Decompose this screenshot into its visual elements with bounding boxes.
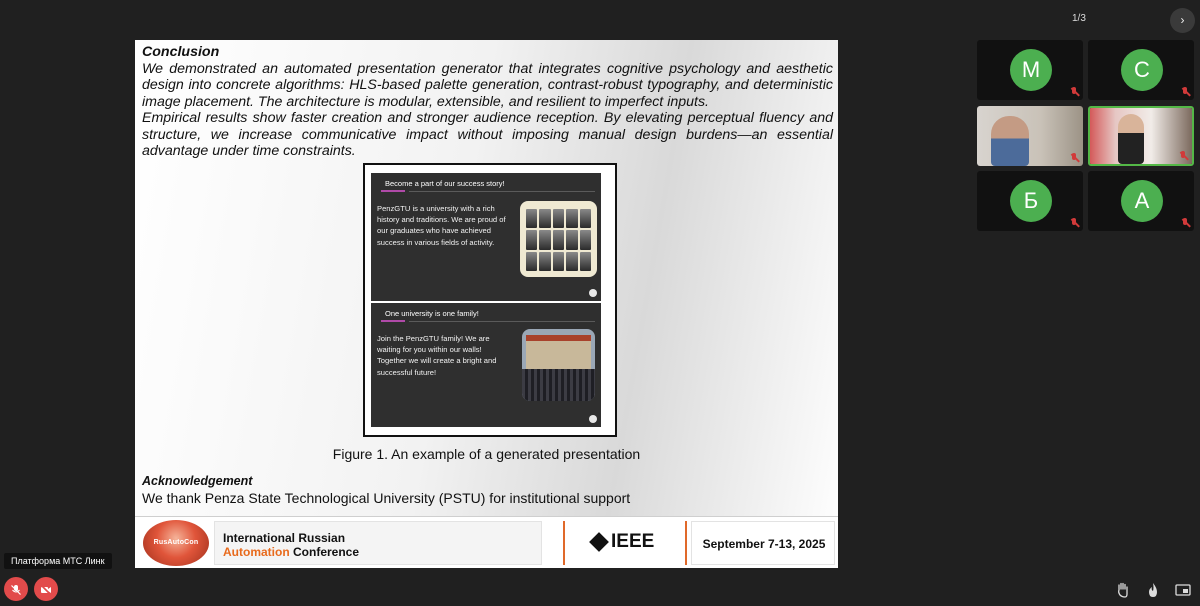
figure-slide-1-title: Become a part of our success story! <box>385 179 505 188</box>
mic-muted-icon <box>1181 87 1190 96</box>
rusautocon-logo <box>143 520 209 566</box>
participant-tile-1[interactable] <box>977 40 1083 100</box>
conference-dates: September 7-13, 2025 <box>702 537 826 551</box>
figure-slide-1 <box>371 173 601 301</box>
chevron-right-icon: › <box>1180 13 1185 27</box>
raise-hand-button[interactable] <box>1112 578 1134 600</box>
figure-logo-icon <box>589 415 597 423</box>
conclusion-paragraph-1: We demonstrated an automated presentation generator that integrates cognitive psychology and aesthetic design into concrete algorithms: HLS-based palette generation, contrast-robust typography, and deterministic image placement. The architecture is modular, extensible, and resilient to imperfect inputs. <box>142 60 833 110</box>
conclusion-heading: Conclusion <box>142 44 220 60</box>
figure-example <box>363 163 617 437</box>
figure-logo-icon <box>589 289 597 297</box>
participant-video <box>1090 108 1192 164</box>
mic-off-icon <box>10 584 22 596</box>
participant-video-tile-1[interactable] <box>977 106 1083 166</box>
participant-person <box>991 116 1029 166</box>
picture-in-picture-button[interactable] <box>1172 578 1194 600</box>
conference-name-rest: Conference <box>289 545 360 559</box>
crowd-shape <box>522 369 595 401</box>
figure-accent-line <box>381 190 405 192</box>
figure-slide-1-body: PenzGTU is a university with a rich history and traditions. We are proud of our graduates who have achieved success in various fields of activity. <box>377 204 506 247</box>
participant-tile-3[interactable] <box>977 171 1083 231</box>
pip-icon <box>1175 584 1191 596</box>
building-shape <box>526 335 591 369</box>
ieee-logo-text: IEEE <box>611 531 655 552</box>
dates-box <box>691 521 835 565</box>
reactions-button[interactable] <box>1142 578 1164 600</box>
conference-name-line2 <box>223 545 359 559</box>
participant-video <box>977 106 1083 166</box>
figure-caption: Figure 1. An example of a generated presentation <box>332 446 641 462</box>
participant-avatar: М <box>1010 49 1052 91</box>
participant-avatar: Б <box>1010 180 1052 222</box>
slide-footer <box>135 516 838 568</box>
camera-toggle-button[interactable] <box>34 577 58 601</box>
mic-muted-icon <box>1181 218 1190 227</box>
acknowledgement-text: We thank Penza State Technological University (PSTU) for institutional support <box>142 490 631 506</box>
participant-video-tile-2[interactable] <box>1088 106 1194 166</box>
figure-slide-2-body: Join the PenzGTU family! We are waiting for you within our walls! Together we will create a bright and successful future! <box>377 334 497 377</box>
participant-tile-4[interactable] <box>1088 171 1194 231</box>
graduates-portraits-image <box>520 201 597 277</box>
figure-accent-line <box>381 320 405 322</box>
conference-name-highlight: Automation <box>223 545 290 559</box>
footer-separator <box>685 521 687 565</box>
participant-avatar: С <box>1121 49 1163 91</box>
participant-person <box>1118 114 1144 164</box>
mic-muted-icon <box>1070 218 1079 227</box>
next-page-button[interactable] <box>1170 8 1195 33</box>
camera-off-icon <box>40 584 52 596</box>
hand-icon <box>1116 582 1130 598</box>
shared-slide <box>135 40 838 568</box>
participant-avatar: А <box>1121 180 1163 222</box>
figure-divider <box>409 191 595 192</box>
page-indicator: 1/3 <box>1072 13 1086 24</box>
footer-separator <box>563 521 565 565</box>
conference-name-box <box>214 521 542 565</box>
platform-tooltip: Платформа МТС Линк <box>4 553 112 569</box>
acknowledgement-heading: Acknowledgement <box>142 474 253 488</box>
mic-muted-icon <box>1070 153 1079 162</box>
figure-slide-2-title: One university is one family! <box>385 309 479 318</box>
participant-tile-2[interactable] <box>1088 40 1194 100</box>
conclusion-paragraph-2: Empirical results show faster creation and stronger audience reception. By elevating perceptual fluency and structure, we increase communicative impact without imposing manual design burdens—an essential advantage under time constraints. <box>142 110 833 159</box>
microphone-toggle-button[interactable] <box>4 577 28 601</box>
university-group-image <box>522 329 595 401</box>
conclusion-text <box>142 44 833 160</box>
mic-muted-icon <box>1070 87 1079 96</box>
figure-divider <box>409 321 595 322</box>
flame-icon <box>1147 582 1159 598</box>
figure-slide-2 <box>371 303 601 427</box>
conference-name-line1: International Russian <box>223 531 346 545</box>
mic-muted-icon <box>1179 151 1188 160</box>
ieee-logo-icon <box>589 532 609 552</box>
rusautocon-logo-text: RusAutoCon <box>153 539 199 546</box>
portrait-grid <box>526 209 591 271</box>
